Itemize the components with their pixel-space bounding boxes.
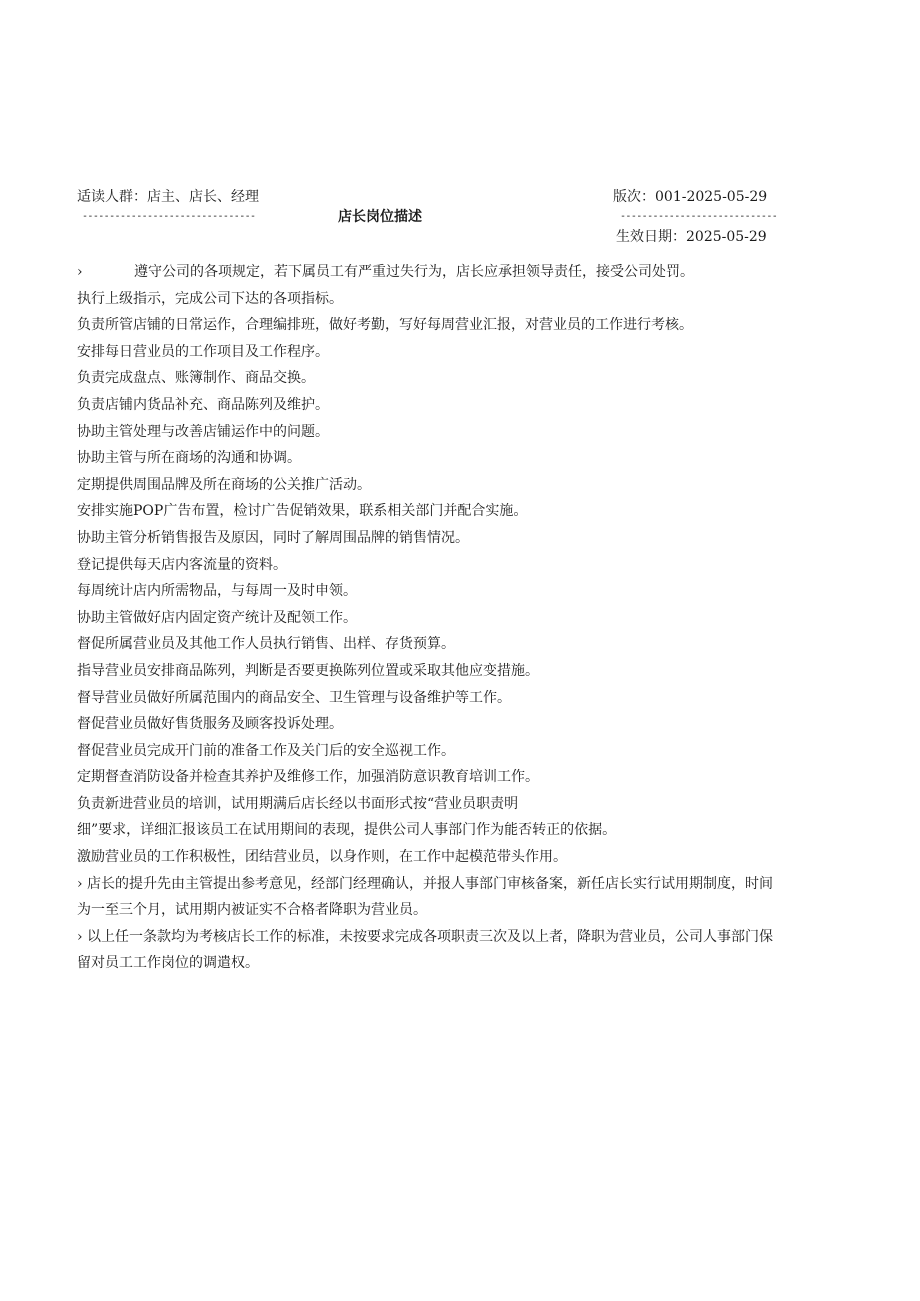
bullet-icon: › xyxy=(77,928,83,945)
list-item: 登记提供每天店内客流量的资料。 xyxy=(77,556,287,573)
list-item: 执行上级指示，完成公司下达的各项指标。 xyxy=(77,290,343,307)
effective-date-label: 生效日期：2025-05-29 xyxy=(616,229,767,245)
list-item: 协助主管处理与改善店铺运作中的问题。 xyxy=(77,423,329,440)
bullet-icon: › xyxy=(77,875,83,892)
list-item-text: 以上任一条款均为考核店长工作的标准，未按要求完成各项职责三次及以上者，降职为营业员，公司人事部门保 xyxy=(87,928,773,945)
list-item: 负责完成盘点、账簿制作、商品交换。 xyxy=(77,370,315,387)
bullet-icon: › xyxy=(77,264,83,280)
list-item-text: 遵守公司的各项规定，若下属员工有严重过失行为，店长应承担领导责任，接受公司处罚。 xyxy=(134,264,694,280)
list-item: 协助主管与所在商场的沟通和协调。 xyxy=(77,450,301,467)
list-item: 督促所属营业员及其他工作人员执行销售、出样、存货预算。 xyxy=(77,636,455,653)
list-item: 安排实施POP广告布置，检讨广告促销效果，联系相关部门并配合实施。 xyxy=(77,503,528,520)
list-item: 督导营业员做好所属范围内的商品安全、卫生管理与设备维护等工作。 xyxy=(77,689,511,706)
list-item: 定期提供周围品牌及所在商场的公关推广活动。 xyxy=(77,476,371,493)
list-item: 协助主管做好店内固定资产统计及配领工作。 xyxy=(77,609,357,626)
list-item: 激励营业员的工作积极性，团结营业员，以身作则，在工作中起模范带头作用。 xyxy=(77,849,567,866)
list-item: 每周统计店内所需物品，与每周一及时申领。 xyxy=(77,583,357,600)
list-item: 督促营业员做好售货服务及顾客投诉处理。 xyxy=(77,716,343,733)
list-item: 负责所管店铺的日常运作，合理编排班，做好考勤，写好每周营业汇报，对营业员的工作进行考核。 xyxy=(77,317,693,334)
right-dash-rule: ----------------------------- xyxy=(620,211,778,222)
list-item: 负责店铺内货品补充、商品陈列及维护。 xyxy=(77,396,329,413)
list-item: 细”要求，详细汇报该员工在试用期间的表现，提供公司人事部门作为能否转正的依据。 xyxy=(77,822,617,839)
list-item: 协助主管分析销售报告及原因，同时了解周围品牌的销售情况。 xyxy=(77,529,469,546)
list-item-text: 店长的提升先由主管提出参考意见，经部门经理确认，并报人事部门审核备案，新任店长实行试用期制度，时间 xyxy=(87,875,773,892)
list-item xyxy=(77,924,852,951)
list-item xyxy=(77,871,852,898)
list-item: 留对员工工作岗位的调遣权。 xyxy=(77,955,259,972)
list-item: 指导营业员安排商品陈列，判断是否要更换陈列位置或采取其他应变措施。 xyxy=(77,662,539,679)
version-label: 版次：001-2025-05-29 xyxy=(613,189,768,205)
list-item: 督促营业员完成开门前的准备工作及关门后的安全巡视工作。 xyxy=(77,742,455,759)
list-item: 定期督查消防设备并检查其养护及维修工作，加强消防意识教育培训工作。 xyxy=(77,769,539,786)
list-item: 安排每日营业员的工作项目及工作程序。 xyxy=(77,343,329,360)
audience-label: 适读人群：店主、店长、经理 xyxy=(77,189,259,205)
responsibilities-list xyxy=(77,259,852,977)
list-item: 为一至三个月，试用期内被证实不合格者降职为营业员。 xyxy=(77,902,427,919)
list-item xyxy=(77,259,852,286)
page-title: 店长岗位描述 xyxy=(338,209,422,225)
list-item: 负责新进营业员的培训，试用期满后店长经以书面形式按“营业员职责明 xyxy=(77,795,519,812)
left-dash-rule: -------------------------------- xyxy=(82,211,256,222)
